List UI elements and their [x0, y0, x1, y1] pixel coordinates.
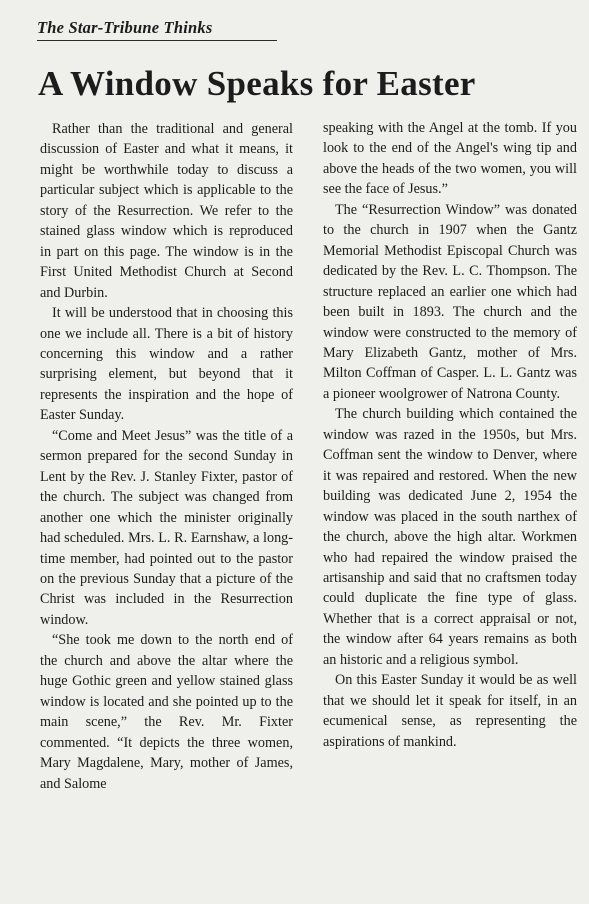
paragraph: “Come and Meet Jesus” was the title of a sermon prepared for the second Sunday in Lent by the Rev. J. Stanley Fixter, pastor of the church. The subject was changed from another one which the minister originally had scheduled. Mrs. L. R. Earnshaw, a long-time member, had pointed out to the pastor on the previous Sunday that a picture of the Christ was included in the Resurrection window. [40, 427, 293, 628]
right-column [323, 118, 577, 752]
paragraph: The church building which contained the window was razed in the 1950s, but Mrs. Coffman sent the window to Denver, where it was repaired and restored. When the new building was dedicated June 2, 1954 the window was placed in the south narthex of the church, above the high altar. Workmen who had repaired the window praised the artisanship and said that no craftsmen today could duplicate the fine type of glass. Whether that is a correct appraisal or not, the window after 64 years remains as both an historic and a religious symbol. [323, 406, 577, 668]
paragraph: It will be understood that in choosing this one we include all. There is a bit of history concerning this window and a rather surprising element, but beyond that it represents the inspiration and the hope of Easter Sunday. [40, 305, 293, 424]
paragraph: The “Resurrection Window” was donated to the church in 1907 when the Gantz Memorial Methodist Episcopal Church was dedicated by the Rev. L. C. Thompson. The structure replaced an earlier one which had been built in 1893. The church and the window were constructed to the memory of Mary Elizabeth Gantz, mother of Mrs. Milton Coffman of Casper. L. L. Gantz was a pioneer woolgrower of Natrona County. [323, 201, 577, 402]
paragraph: Rather than the traditional and general discussion of Easter and what it means, it might be worthwhile today to discuss a particular subject which is applicable to the story of the Resurrection. We refer to the stained glass window which is reproduced in part on this page. The window is in the First United Methodist Church at Second and Durbin. [40, 121, 293, 301]
headline: A Window Speaks for Easter [38, 64, 476, 103]
paragraph: On this Easter Sunday it would be as well that we should let it speak for itself, in an ecumenical sense, as representing the aspirations of mankind. [323, 672, 577, 750]
paragraph: speaking with the Angel at the tomb. If you look to the end of the Angel's wing tip and above the heads of the two women, you will see the face of Jesus.” [323, 120, 577, 198]
left-column [40, 119, 293, 794]
section-kicker: The Star-Tribune Thinks [37, 18, 277, 41]
paragraph: “She took me down to the north end of the church and above the altar where the huge Gothic green and yellow stained glass window is located and she pointed up to the main scene,” the Rev. Mr. Fixter commented. “It depicts the three women, Mary Magdalene, Mary, mother of James, and Salome [40, 632, 293, 792]
